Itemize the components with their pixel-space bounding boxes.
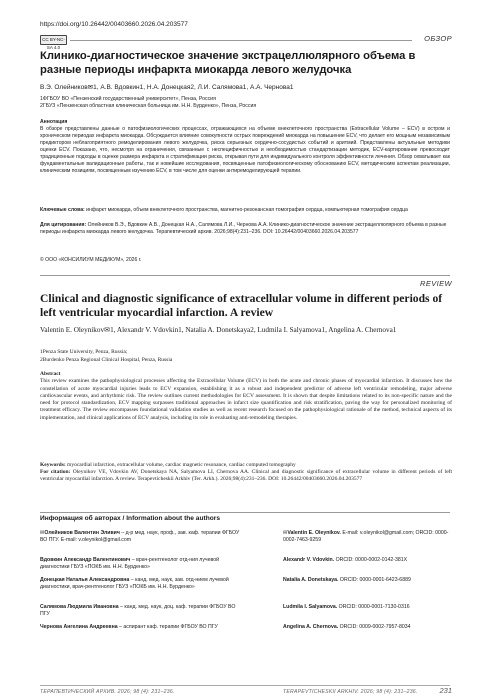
cc-license-badge: CC BY-NC-SA 4.0: [40, 35, 67, 45]
citation-en: [40, 469, 452, 483]
author-orcid-en[interactable]: ORCID: 0009-0002-7957-8034: [339, 624, 411, 630]
keywords-ru-text: инфаркт миокарда, объем внеклеточного пространства, магнитно-резонансная томография сердца, компьютерная томография сердца: [86, 207, 408, 213]
author-name-ru: ✉Олейников Валентин Эливич: [40, 530, 120, 536]
abstract-en: [40, 371, 452, 422]
author-info-en-4: [283, 604, 455, 611]
author-name-ru: Салямова Людмила Ивановна: [40, 604, 119, 610]
author-name-en: Angelina A. Chernova.: [283, 624, 339, 630]
author-name-ru: Чернова Ангелина Андреевна: [40, 624, 118, 630]
author-details-ru: – канд. мед. наук, доц. каф. терапии ФГБОУ ВО ПГУ: [40, 604, 236, 618]
doi-link[interactable]: https://doi.org/10.26442/00403660.2026.04.203577: [40, 21, 188, 28]
citation-ru-text: Олейников В.Э., Вдовкин А.В., Донецкая Н.А., Салямова Л.И., Чернова А.А. Клинико-диагностическое значение экстрацеллюлярного объема в разные периоды инфаркта миокарда левого желудочка. Терапевтический архив. 2026;98(4):231–236. DOI: 10.26442/00403660.2026.04.203577: [40, 222, 447, 235]
author-details-ru: – врач-рентгенолог отд-ния лучевой диагностики ГБУЗ «ПОКБ им. Н.Н. Бурденко»: [40, 557, 219, 571]
author-name-en: Natalia A. Donetskaya.: [283, 577, 339, 583]
abstract-ru-text: В обзоре представлены данные о патофизиологических процессах, отражающихся на объеме внеклеточного пространства (Extracellular Volume – ECV) в остром и хроническом периодах инфаркта миокарда. Обсуждается влияние совокупности острых повреждений миокарда на повышение ECV, что делает его мощным независимым предиктором неблагоприятного ремоделирования левого желудочка, риска серьезных сердечно-сосудистых событий и аритмий. Представлены актуальные методики оценки ECV. Показано, что, несмотря на ограничения, связанные с неспецифичностью и необходимостью стандартизации методик, ECV-картирование превосходит традиционные подходы в оценке размера инфаркта и стратификации риска, открывая пути для индивидуального контроля эффективности лечения. Обзор охватывает как фундаментальные валидационные работы, так и новейшие исследования, посвященные патофизиологическому обоснованию ECV, методическим аспектам реализации, клиническим позициям, посвященным изучению ECV, в том числе для оценки антиремоделирующей терапии.: [40, 125, 450, 174]
author-details-ru: – аспирант каф. терапии ФГБОУ ВО ПГУ: [119, 624, 218, 630]
author-details-en[interactable]: E-mail: v.oleynikol@gmail.com; ORCID: 0000-0002-7463-9259: [283, 530, 449, 544]
affiliations-en: [40, 349, 450, 365]
author-info-en-2: [283, 557, 455, 564]
affiliation-en-1: 1Penza State University, Penza, Russia;: [40, 349, 128, 355]
author-info-ru-5: [40, 624, 245, 631]
article-title-ru: Клинико-диагностическое значение экстрацеллюлярного объема в разные периоды инфаркта миокарда левого желудочка: [40, 50, 416, 76]
author-details-ru: – д-р мед. наук, проф., зав. каф. терапии ФГБОУ ВО ПГУ. E-mail: v.oleynikol@gmail.com: [40, 530, 240, 544]
section-divider: [40, 275, 450, 276]
citation-en-label: For citation:: [40, 469, 71, 475]
author-orcid-en[interactable]: ORCID: 0000-0001-7130-0316: [338, 604, 410, 610]
info-divider: [40, 512, 450, 513]
page-number: 231: [439, 686, 452, 695]
author-info-heading: Информация об авторах / Information about the authors: [40, 515, 220, 522]
author-info-ru-3: [40, 577, 245, 591]
citation-ru: [40, 222, 450, 236]
author-info-ru-4: [40, 604, 245, 618]
keywords-ru-label: Ключевые слова:: [40, 207, 85, 213]
header-rule: [70, 40, 412, 41]
copyright-ru: © ООО «КОНСИЛИУМ МЕДИКУМ», 2026 г.: [40, 257, 142, 263]
author-name-en: Alexandr V. Vdovkin.: [283, 557, 335, 563]
author-info-en-1: [283, 530, 455, 544]
footer-journal-ru: ТЕРАПЕВТИЧЕСКИЙ АРХИВ. 2026; 98 (4): 231–236.: [40, 689, 175, 695]
abstract-ru-label: Аннотация: [40, 119, 68, 125]
affiliations-ru: [40, 96, 450, 110]
author-info-ru-1: [40, 530, 245, 544]
author-info-en-3: [283, 577, 455, 584]
author-orcid-en[interactable]: ORCID: 0000-0002-0142-381X: [335, 557, 408, 563]
abstract-en-text: This review examines the pathophysiological processes affecting the Extracellular Volume (ECV) in both the acute and chronic phases of myocardial infarction. It discusses how the constellation of acute myocardial injuries leads to ECV expansion, establishing it as a robust and independent predictor of adverse left ventricular remodeling, major adverse cardiovascular events, and arrhythmic risk. The review outlines current methodologies for ECV assessment. It is shown that despite limitations related to its non-specific nature and the need for protocol standardization, ECV mapping surpasses traditional approaches in infarct size quantification and risk stratification, paving the way for personalized monitoring of treatment efficacy. The review encompasses foundational validation studies as well as recent research focused on the pathophysiological rationale of the method, technical aspects of its implementation, and clinical applications of ECV analysis, including its role in evaluating anti-remodeling therapies.: [40, 378, 452, 421]
author-orcid-en[interactable]: ORCID: 0000-0001-6423-6889: [339, 577, 411, 583]
keywords-ru: [40, 207, 450, 214]
author-name-en: Ludmila I. Salyamova.: [283, 604, 338, 610]
keywords-en-text: myocardial infarction, extracellular volume, cardiac magnetic resonance, cardiac computed tomography: [67, 462, 296, 468]
authors-ru: В.Э. Олейников✉1, А.В. Вдовкин1, Н.А. Донецкая2, Л.И. Салямова1, А.А. Чернова1: [40, 84, 294, 91]
footer-rule: [40, 685, 450, 686]
keywords-en-label: Keywords:: [40, 462, 66, 468]
article-title-en: Clinical and diagnostic significance of extracellular volume in different periods of left ventricular myocardial infarction. A review: [40, 292, 443, 319]
affiliation-ru-1: 1ФГБОУ ВО «Пензенский государственный университет», Пенза, Россия: [40, 96, 216, 102]
section-label-en: REVIEW: [420, 279, 452, 288]
section-label-ru: ОБЗОР: [424, 34, 452, 43]
citation-ru-label: Для цитирования:: [40, 222, 87, 228]
author-info-ru-2: [40, 557, 245, 571]
author-name-ru: Донецкая Наталья Александровна: [40, 577, 130, 583]
citation-en-text: Oleynikov VE, Vdovkin AV, Donetskaya NA, Salyamova LI, Chernova AA. Clinical and diagnostic significance of extracellular volume in different periods of left ventricular myocardial infarction. A review. Terapevticheskii Arkhiv (Ter. Arkh.). 2026;98(4):231–236. DOI: 10.26442/00403660.2026.04.203577: [40, 469, 452, 483]
affiliation-ru-2: 2ГБУЗ «Пензенская областная клиническая больница им. Н.Н. Бурденко», Пенза, Россия: [40, 103, 257, 110]
affiliation-en-2: 2Burdenko Penza Regional Clinical Hospital, Penza, Russia: [40, 356, 173, 363]
author-name-ru: Вдовкин Александр Валентинович: [40, 557, 131, 563]
footer-journal-en: TERAPEVTICHESKII ARKHIV. 2026; 98 (4): 231–236.: [283, 689, 418, 695]
abstract-ru: [40, 119, 450, 175]
section-header-ru: [40, 34, 452, 44]
author-info-en-5: [283, 624, 455, 631]
abstract-en-label: Abstract: [40, 371, 61, 377]
authors-en: Valentin E. Oleynikov✉1, Alexandr V. Vdovkin1, Natalia A. Donetskaya2, Ludmila I. Salyamova1, Angelina A. Chernova1: [40, 326, 397, 334]
author-name-en: ✉Valentin E. Oleynikov.: [283, 530, 341, 536]
author-details-ru: – канд. мед. наук, зав. отд-нием лучевой диагностики, врач-рентгенолог ГБУЗ «ПОКБ им. Н.Н. Бурденко»: [40, 577, 229, 591]
